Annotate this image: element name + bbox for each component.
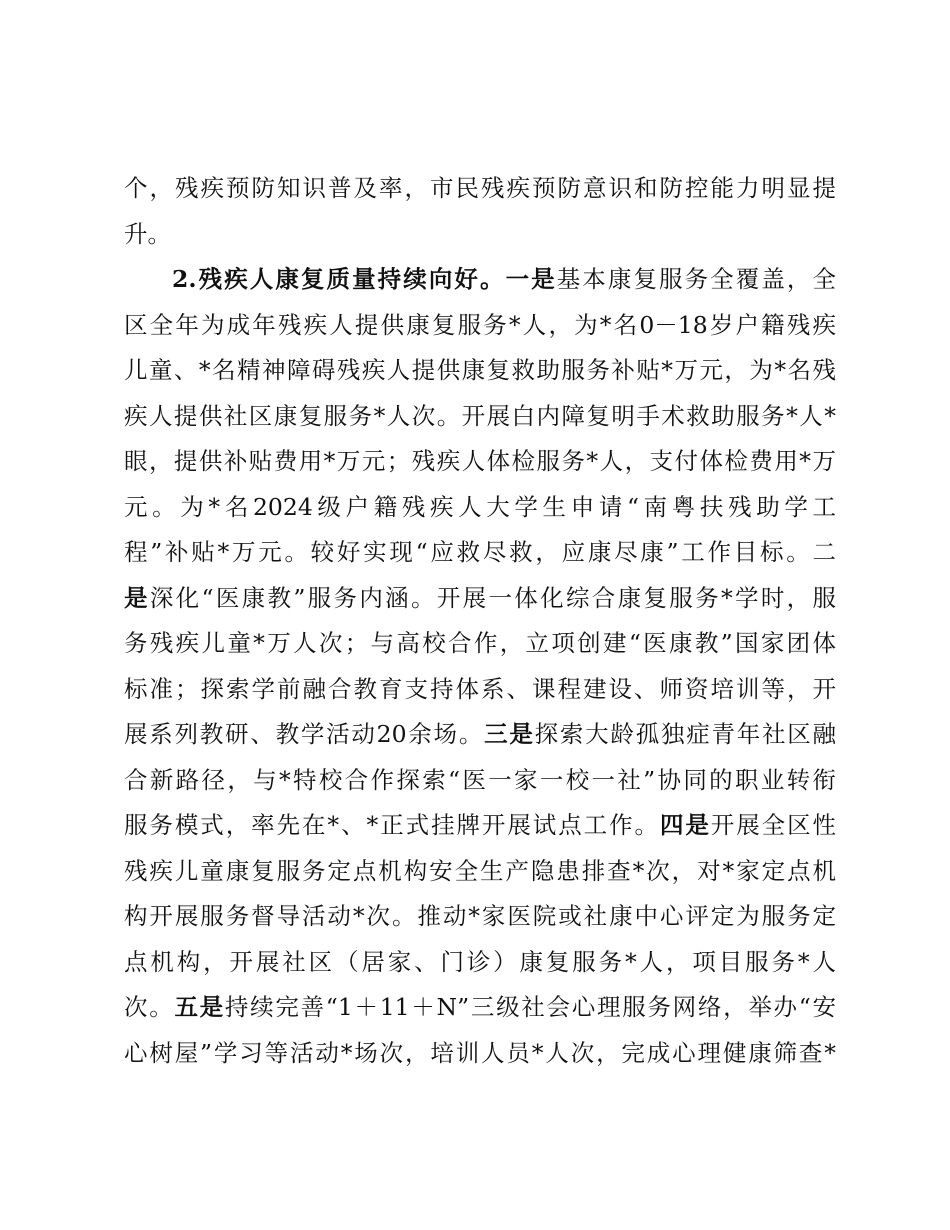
- point-five-label: 五是: [174, 993, 225, 1021]
- point-three-label: 三是: [484, 720, 535, 748]
- text-segment: 展系列教研、教学活动20余场。: [124, 720, 485, 748]
- text-line-11: 务残疾儿童*万人次；与高校合作，立项创建“医康教”国家团体: [124, 629, 836, 657]
- text-line-18: 点机构，开展社区（居家、门诊）康复服务*人，项目服务*人: [124, 948, 836, 976]
- point-two-label: 是: [124, 584, 150, 612]
- text-line-6: 疾人提供社区康复服务*人次。开展白内障复明手术救助服务*人*: [124, 402, 836, 430]
- text-segment: 开展全区性: [710, 811, 836, 839]
- text-line-19: [124, 987, 836, 1027]
- text-line-1: 个，残疾预防知识普及率，市民残疾预防意识和防控能力明显提: [124, 174, 836, 202]
- point-one-label: 一是: [505, 265, 557, 293]
- text-line-2: 升。: [124, 220, 171, 248]
- text-segment: 探索大龄孤独症青年社区融: [534, 720, 836, 748]
- text-line-4: 区全年为成年残疾人提供康复服务*人，为*名0－18岁户籍残疾: [124, 311, 836, 339]
- text-line-20: 心树屋”学习等活动*场次，培训人员*人次，完成心理健康筛查*: [124, 1039, 836, 1067]
- text-segment: 持续完善“1＋11＋N”三级社会心理服务网络，举办“安: [224, 993, 836, 1021]
- paragraph-heading-line: [172, 259, 836, 299]
- text-line-15: [124, 805, 836, 845]
- text-line-10: [124, 578, 836, 618]
- text-segment: 基本康复服务全覆盖，全: [556, 265, 836, 293]
- text-segment: 深化“医康教”服务内涵。开展一体化综合康复服务*学时，服: [149, 584, 836, 612]
- text-line-13: [124, 714, 836, 754]
- text-line-17: 构开展服务督导活动*次。推动*家医院或社康中心评定为服务定: [124, 902, 836, 930]
- text-line-9: 程”补贴*万元。较好实现“应救尽救，应康尽康”工作目标。二: [124, 538, 836, 566]
- text-line-14: 合新路径，与*特校合作探索“医一家一校一社”协同的职业转衔: [124, 766, 836, 794]
- section-heading: 2.残疾人康复质量持续向好。: [172, 265, 506, 293]
- text-segment: 次。: [124, 993, 175, 1021]
- text-segment: 服务模式，率先在*、*正式挂牌开展试点工作。: [124, 811, 660, 839]
- text-line-16: 残疾儿童康复服务定点机构安全生产隐患排查*次，对*家定点机: [124, 857, 836, 885]
- text-line-8: 元。为*名2024级户籍残疾人大学生申请“南粤扶残助学工: [124, 493, 836, 521]
- text-line-7: 眼，提供补贴费用*万元；残疾人体检服务*人，支付体检费用*万: [124, 447, 836, 475]
- text-line-12: 标准；探索学前融合教育支持体系、课程建设、师资培训等，开: [124, 675, 836, 703]
- point-four-label: 四是: [659, 811, 711, 839]
- text-line-5: 儿童、*名精神障碍残疾人提供康复救助服务补贴*万元，为*名残: [124, 356, 836, 384]
